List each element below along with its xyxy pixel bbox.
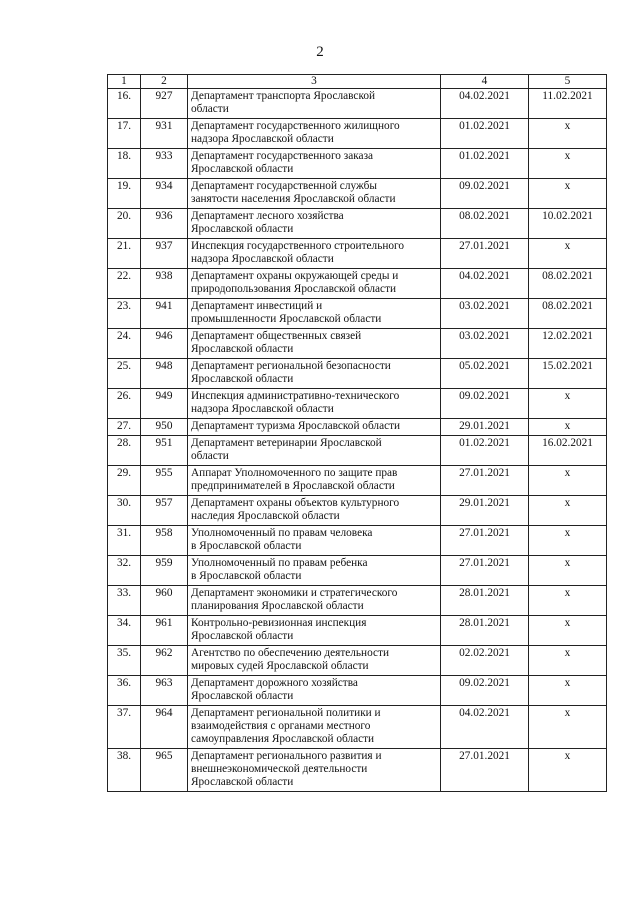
row-number-cell: 31.	[108, 526, 141, 556]
table-row	[108, 646, 607, 676]
table-row	[108, 706, 607, 749]
date-cell: 27.01.2021	[441, 556, 529, 586]
row-number-cell: 30.	[108, 496, 141, 526]
table-row	[108, 329, 607, 359]
completion-cell: х	[529, 389, 607, 419]
organization-name-cell: Инспекция государственного строительного надзора Ярославской области	[188, 239, 441, 269]
table-row	[108, 749, 607, 792]
date-cell: 03.02.2021	[441, 329, 529, 359]
code-cell: 933	[141, 149, 188, 179]
code-cell: 957	[141, 496, 188, 526]
completion-cell: 08.02.2021	[529, 269, 607, 299]
completion-cell: х	[529, 466, 607, 496]
completion-cell: х	[529, 526, 607, 556]
table-row	[108, 269, 607, 299]
date-cell: 04.02.2021	[441, 706, 529, 749]
completion-cell: х	[529, 646, 607, 676]
date-cell: 28.01.2021	[441, 586, 529, 616]
table-row	[108, 119, 607, 149]
completion-cell: х	[529, 239, 607, 269]
header-cell-2: 2	[141, 75, 188, 89]
code-cell: 936	[141, 209, 188, 239]
row-number-cell: 38.	[108, 749, 141, 792]
code-cell: 946	[141, 329, 188, 359]
code-cell: 955	[141, 466, 188, 496]
table-row	[108, 299, 607, 329]
header-cell-3: 3	[188, 75, 441, 89]
table-row	[108, 586, 607, 616]
completion-cell: х	[529, 586, 607, 616]
table-row	[108, 466, 607, 496]
row-number-cell: 33.	[108, 586, 141, 616]
row-number-cell: 22.	[108, 269, 141, 299]
row-number-cell: 35.	[108, 646, 141, 676]
table-row	[108, 149, 607, 179]
table-row	[108, 359, 607, 389]
row-number-cell: 26.	[108, 389, 141, 419]
completion-cell: 10.02.2021	[529, 209, 607, 239]
date-cell: 09.02.2021	[441, 389, 529, 419]
organization-name-cell: Уполномоченный по правам человека в Ярославской области	[188, 526, 441, 556]
row-number-cell: 27.	[108, 419, 141, 436]
completion-cell: х	[529, 556, 607, 586]
organization-name-cell: Инспекция административно-технического надзора Ярославской области	[188, 389, 441, 419]
organization-name-cell: Департамент государственного заказа Ярославской области	[188, 149, 441, 179]
row-number-cell: 29.	[108, 466, 141, 496]
code-cell: 963	[141, 676, 188, 706]
organization-name-cell: Департамент регионального развития и внешнеэкономической деятельности Ярославской области	[188, 749, 441, 792]
code-cell: 934	[141, 179, 188, 209]
organization-name-cell: Департамент государственного жилищного надзора Ярославской области	[188, 119, 441, 149]
code-cell: 948	[141, 359, 188, 389]
code-cell: 958	[141, 526, 188, 556]
organization-name-cell: Аппарат Уполномоченного по защите прав предпринимателей в Ярославской области	[188, 466, 441, 496]
completion-cell: 16.02.2021	[529, 436, 607, 466]
registry-table	[107, 74, 607, 792]
table-row	[108, 556, 607, 586]
row-number-cell: 16.	[108, 89, 141, 119]
code-cell: 964	[141, 706, 188, 749]
date-cell: 29.01.2021	[441, 419, 529, 436]
code-cell: 959	[141, 556, 188, 586]
date-cell: 27.01.2021	[441, 239, 529, 269]
completion-cell: 12.02.2021	[529, 329, 607, 359]
organization-name-cell: Агентство по обеспечению деятельности мировых судей Ярославской области	[188, 646, 441, 676]
page-number: 2	[316, 44, 324, 60]
organization-name-cell: Департамент охраны окружающей среды и природопользования Ярославской области	[188, 269, 441, 299]
completion-cell: х	[529, 179, 607, 209]
date-cell: 05.02.2021	[441, 359, 529, 389]
organization-name-cell: Департамент лесного хозяйства Ярославской области	[188, 209, 441, 239]
row-number-cell: 37.	[108, 706, 141, 749]
date-cell: 09.02.2021	[441, 179, 529, 209]
table-row	[108, 616, 607, 646]
code-cell: 931	[141, 119, 188, 149]
code-cell: 927	[141, 89, 188, 119]
table-row	[108, 239, 607, 269]
table-row	[108, 526, 607, 556]
organization-name-cell: Департамент инвестиций и промышленности Ярославской области	[188, 299, 441, 329]
header-cell-4: 4	[441, 75, 529, 89]
code-cell: 949	[141, 389, 188, 419]
row-number-cell: 25.	[108, 359, 141, 389]
organization-name-cell: Департамент общественных связей Ярославской области	[188, 329, 441, 359]
completion-cell: 08.02.2021	[529, 299, 607, 329]
code-cell: 938	[141, 269, 188, 299]
date-cell: 04.02.2021	[441, 269, 529, 299]
code-cell: 962	[141, 646, 188, 676]
organization-name-cell: Департамент экономики и стратегического планирования Ярославской области	[188, 586, 441, 616]
completion-cell: х	[529, 616, 607, 646]
row-number-cell: 23.	[108, 299, 141, 329]
organization-name-cell: Департамент дорожного хозяйства Ярославской области	[188, 676, 441, 706]
date-cell: 08.02.2021	[441, 209, 529, 239]
code-cell: 960	[141, 586, 188, 616]
code-cell: 937	[141, 239, 188, 269]
header-cell-1: 1	[108, 75, 141, 89]
code-cell: 961	[141, 616, 188, 646]
row-number-cell: 17.	[108, 119, 141, 149]
row-number-cell: 19.	[108, 179, 141, 209]
completion-cell: х	[529, 496, 607, 526]
table-row	[108, 496, 607, 526]
header-row	[108, 75, 607, 89]
organization-name-cell: Департамент туризма Ярославской области	[188, 419, 441, 436]
date-cell: 27.01.2021	[441, 526, 529, 556]
table-row	[108, 209, 607, 239]
code-cell: 951	[141, 436, 188, 466]
date-cell: 01.02.2021	[441, 149, 529, 179]
date-cell: 01.02.2021	[441, 436, 529, 466]
row-number-cell: 18.	[108, 149, 141, 179]
organization-name-cell: Департамент охраны объектов культурного наследия Ярославской области	[188, 496, 441, 526]
completion-cell: х	[529, 119, 607, 149]
date-cell: 27.01.2021	[441, 749, 529, 792]
organization-name-cell: Контрольно-ревизионная инспекция Ярославской области	[188, 616, 441, 646]
organization-name-cell: Уполномоченный по правам ребенка в Ярославской области	[188, 556, 441, 586]
table-row	[108, 436, 607, 466]
organization-name-cell: Департамент транспорта Ярославской области	[188, 89, 441, 119]
table-row	[108, 389, 607, 419]
table-row	[108, 676, 607, 706]
completion-cell: х	[529, 419, 607, 436]
completion-cell: х	[529, 149, 607, 179]
date-cell: 03.02.2021	[441, 299, 529, 329]
date-cell: 09.02.2021	[441, 676, 529, 706]
header-cell-5: 5	[529, 75, 607, 89]
completion-cell: 15.02.2021	[529, 359, 607, 389]
row-number-cell: 32.	[108, 556, 141, 586]
row-number-cell: 34.	[108, 616, 141, 646]
completion-cell: х	[529, 749, 607, 792]
row-number-cell: 21.	[108, 239, 141, 269]
row-number-cell: 20.	[108, 209, 141, 239]
completion-cell: 11.02.2021	[529, 89, 607, 119]
date-cell: 01.02.2021	[441, 119, 529, 149]
code-cell: 950	[141, 419, 188, 436]
code-cell: 941	[141, 299, 188, 329]
code-cell: 965	[141, 749, 188, 792]
row-number-cell: 28.	[108, 436, 141, 466]
organization-name-cell: Департамент ветеринарии Ярославской области	[188, 436, 441, 466]
table-row	[108, 89, 607, 119]
organization-name-cell: Департамент государственной службы занятости населения Ярославской области	[188, 179, 441, 209]
completion-cell: х	[529, 706, 607, 749]
row-number-cell: 36.	[108, 676, 141, 706]
date-cell: 02.02.2021	[441, 646, 529, 676]
date-cell: 28.01.2021	[441, 616, 529, 646]
organization-name-cell: Департамент региональной политики и взаимодействия с органами местного самоуправления Ярославской области	[188, 706, 441, 749]
completion-cell: х	[529, 676, 607, 706]
date-cell: 27.01.2021	[441, 466, 529, 496]
date-cell: 04.02.2021	[441, 89, 529, 119]
table-row	[108, 179, 607, 209]
date-cell: 29.01.2021	[441, 496, 529, 526]
organization-name-cell: Департамент региональной безопасности Ярославской области	[188, 359, 441, 389]
table-row	[108, 419, 607, 436]
row-number-cell: 24.	[108, 329, 141, 359]
